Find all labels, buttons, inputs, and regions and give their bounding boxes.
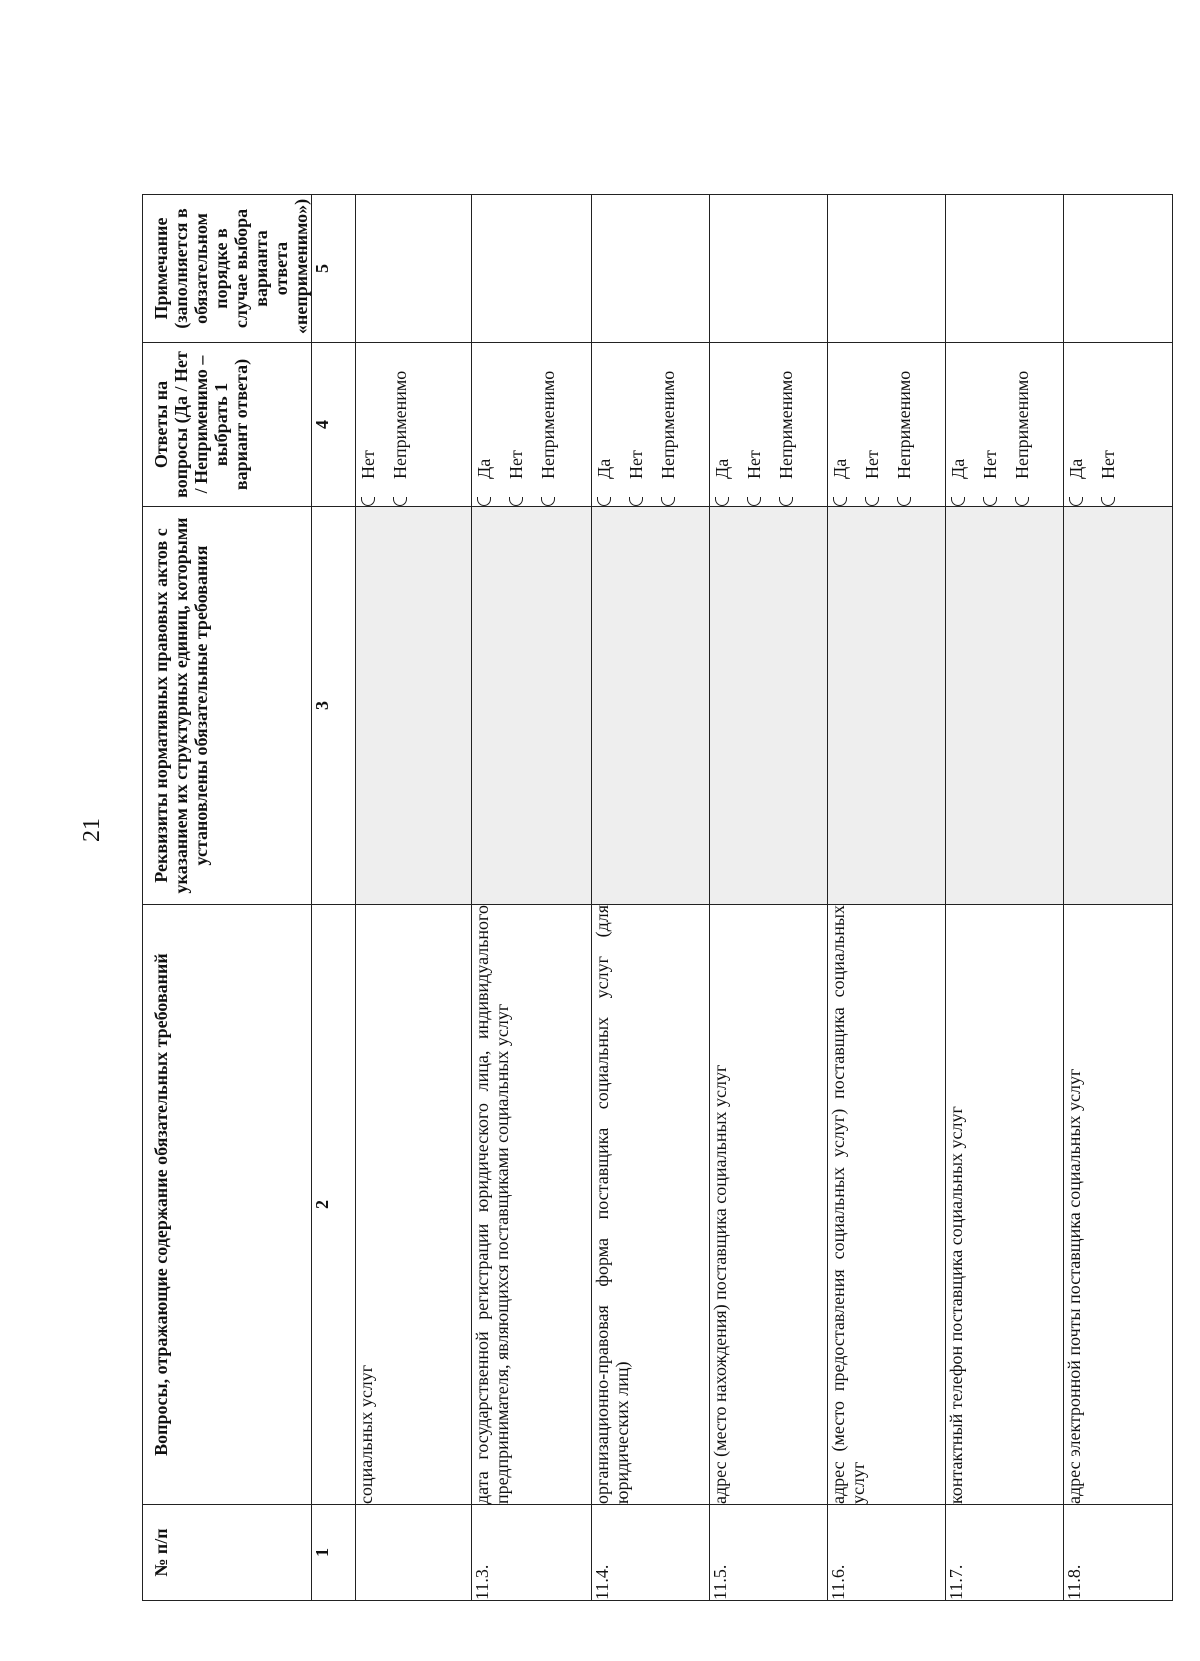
- radio-button-icon[interactable]: [1069, 497, 1083, 506]
- table-row: [946, 195, 1064, 1601]
- radio-button-icon[interactable]: [779, 497, 793, 506]
- note-cell[interactable]: [592, 195, 710, 343]
- radio-button-icon[interactable]: [1015, 497, 1029, 506]
- answer-option[interactable]: [1066, 343, 1086, 506]
- row-number: 11.3.: [472, 1505, 592, 1601]
- answer-options: [472, 343, 592, 507]
- header-note: Примечание (заполняется в обязательном порядке в случае выбора варианта ответа «неприменимо»): [143, 195, 312, 343]
- answer-option[interactable]: [506, 343, 526, 506]
- answer-option[interactable]: [626, 343, 646, 506]
- column-number: 2: [312, 905, 356, 1505]
- note-cell[interactable]: [828, 195, 946, 343]
- question-text: адрес электронной почты поставщика социальных услуг: [1064, 905, 1173, 1505]
- radio-button-icon[interactable]: [361, 497, 375, 506]
- answer-option[interactable]: [948, 343, 968, 506]
- legal-acts-cell: [356, 507, 472, 905]
- answer-option-label: Да: [474, 458, 494, 479]
- answer-option[interactable]: [1098, 343, 1118, 506]
- answer-option[interactable]: [980, 343, 1000, 506]
- radio-button-icon[interactable]: [747, 497, 761, 506]
- answer-option-label: Нет: [862, 450, 882, 479]
- answer-option[interactable]: [712, 343, 732, 506]
- page-number: 21: [79, 818, 105, 842]
- radio-button-icon[interactable]: [833, 497, 847, 506]
- note-cell[interactable]: [356, 195, 472, 343]
- answer-option[interactable]: [830, 343, 850, 506]
- answer-options: [828, 343, 946, 507]
- answer-options: [1064, 343, 1173, 507]
- legal-acts-cell: [1064, 507, 1173, 905]
- answer-option-label: Неприменимо: [1012, 370, 1032, 479]
- radio-button-icon[interactable]: [983, 497, 997, 506]
- radio-button-icon[interactable]: [1101, 497, 1115, 506]
- answer-option-label: Да: [594, 458, 614, 479]
- question-text: адрес (место предоставления социальных услуг) поставщика социальных услуг: [828, 905, 946, 1505]
- table-body: [356, 195, 1173, 1601]
- legal-acts-cell: [710, 507, 828, 905]
- row-number: 11.5.: [710, 1505, 828, 1601]
- row-number: 11.4.: [592, 1505, 710, 1601]
- answer-option-label: Нет: [1098, 450, 1118, 479]
- header-answers: Ответы на вопросы (Да / Нет / Неприменимо – выбрать 1 вариант ответа): [143, 343, 312, 507]
- legal-acts-cell: [472, 507, 592, 905]
- answer-options: [946, 343, 1064, 507]
- answer-option-label: Неприменимо: [658, 370, 678, 479]
- radio-button-icon[interactable]: [629, 497, 643, 506]
- answer-option-label: Нет: [358, 450, 378, 479]
- header-legal-acts: Реквизиты нормативных правовых актов с указанием их структурных единиц, которыми установлены обязательные требования: [143, 507, 312, 905]
- table-row: [592, 195, 710, 1601]
- answer-option-label: Неприменимо: [894, 370, 914, 479]
- question-text: социальных услуг: [356, 905, 472, 1505]
- radio-button-icon[interactable]: [509, 497, 523, 506]
- answer-option[interactable]: [594, 343, 614, 506]
- legal-acts-cell: [946, 507, 1064, 905]
- radio-button-icon[interactable]: [477, 497, 491, 506]
- question-text: адрес (место нахождения) поставщика социальных услуг: [710, 905, 828, 1505]
- radio-button-icon[interactable]: [597, 497, 611, 506]
- answer-option[interactable]: [474, 343, 494, 506]
- answer-option-label: Неприменимо: [390, 370, 410, 479]
- note-cell[interactable]: [946, 195, 1064, 343]
- row-number: 11.6.: [828, 1505, 946, 1601]
- column-number: 1: [312, 1505, 356, 1601]
- radio-button-icon[interactable]: [393, 497, 407, 506]
- answer-option-label: Нет: [980, 450, 1000, 479]
- answer-option[interactable]: [658, 343, 678, 506]
- radio-button-icon[interactable]: [897, 497, 911, 506]
- answer-options: [356, 343, 472, 507]
- note-cell[interactable]: [1064, 195, 1173, 343]
- question-text: контактный телефон поставщика социальных услуг: [946, 905, 1064, 1505]
- row-number: 11.7.: [946, 1505, 1064, 1601]
- note-cell[interactable]: [710, 195, 828, 343]
- answer-option-label: Неприменимо: [776, 370, 796, 479]
- header-question: Вопросы, отражающие содержание обязательных требований: [143, 905, 312, 1505]
- answer-options: [710, 343, 828, 507]
- answer-option[interactable]: [862, 343, 882, 506]
- answer-option[interactable]: [894, 343, 914, 506]
- requirements-table: [142, 194, 1173, 1601]
- legal-acts-cell: [828, 507, 946, 905]
- answer-option[interactable]: [744, 343, 764, 506]
- answer-option[interactable]: [776, 343, 796, 506]
- column-number-row: [312, 195, 356, 1601]
- header-number: № п/п: [143, 1505, 312, 1601]
- question-text: организационно-правовая форма поставщика социальных услуг (для юридических лиц): [592, 905, 710, 1505]
- note-cell[interactable]: [472, 195, 592, 343]
- answer-option[interactable]: [390, 343, 410, 506]
- row-number: 11.8.: [1064, 1505, 1173, 1601]
- header-row: [143, 195, 312, 1601]
- legal-acts-cell: [592, 507, 710, 905]
- answer-option-label: Да: [948, 458, 968, 479]
- radio-button-icon[interactable]: [865, 497, 879, 506]
- answer-options: [592, 343, 710, 507]
- answer-option[interactable]: [538, 343, 558, 506]
- answer-option-label: Нет: [506, 450, 526, 479]
- radio-button-icon[interactable]: [951, 497, 965, 506]
- answer-option-label: Нет: [626, 450, 646, 479]
- row-number: [356, 1505, 472, 1601]
- column-number: 3: [312, 507, 356, 905]
- radio-button-icon[interactable]: [715, 497, 729, 506]
- answer-option-label: Да: [830, 458, 850, 479]
- column-number: 5: [312, 195, 356, 343]
- answer-option[interactable]: [358, 343, 378, 506]
- radio-button-icon[interactable]: [661, 497, 675, 506]
- rotated-table-sheet: [142, 195, 1118, 1601]
- column-number: 4: [312, 343, 356, 507]
- answer-option-label: Да: [1066, 458, 1086, 479]
- table-row: [356, 195, 472, 1601]
- answer-option-label: Да: [712, 458, 732, 479]
- answer-option-label: Неприменимо: [538, 370, 558, 479]
- question-text: дата государственной регистрации юридического лица, индивидуального предпринимателя, являющихся поставщиками социальных услуг: [472, 905, 592, 1505]
- table-row: [472, 195, 592, 1601]
- answer-option-label: Нет: [744, 450, 764, 479]
- radio-button-icon[interactable]: [541, 497, 555, 506]
- table-row: [1064, 195, 1173, 1601]
- table-row: [828, 195, 946, 1601]
- table-row: [710, 195, 828, 1601]
- answer-option[interactable]: [1012, 343, 1032, 506]
